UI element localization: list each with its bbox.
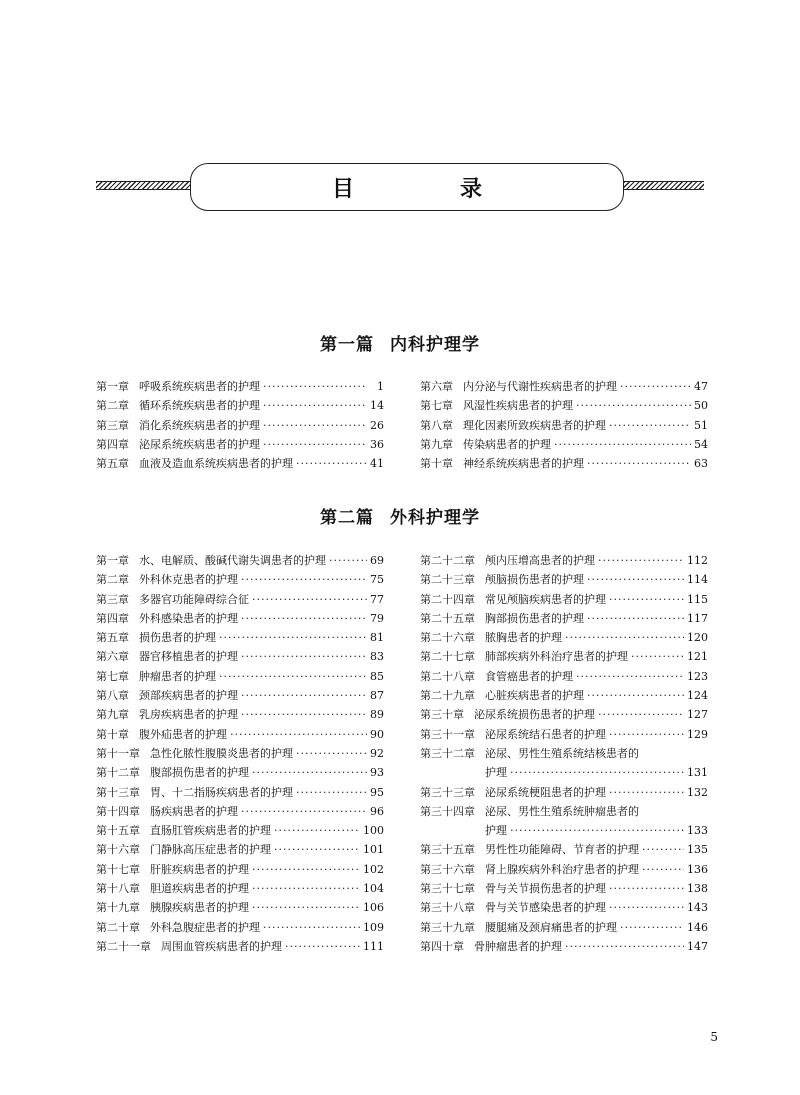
leader-dots (609, 725, 684, 744)
chapter-title: 外科感染患者的护理 (139, 611, 238, 625)
leader-dots (609, 898, 684, 917)
chapter-number: 第七章 (420, 399, 453, 413)
chapter-title: 骨与关节损伤患者的护理 (485, 882, 606, 896)
leader-dots (609, 590, 684, 609)
toc-entry[interactable] (96, 783, 384, 802)
leader-dots (274, 840, 360, 859)
toc-entry[interactable] (96, 821, 384, 840)
part-1-right-column (420, 377, 708, 473)
chapter-number: 第三十二章 (420, 746, 475, 760)
toc-entry[interactable] (96, 860, 384, 879)
toc-entry[interactable] (420, 454, 708, 473)
leader-dots (263, 435, 367, 454)
toc-entry[interactable] (96, 725, 384, 744)
part-1-left-column (96, 377, 384, 473)
chapter-number: 第三十四章 (420, 804, 475, 818)
page-ref: 114 (687, 573, 708, 587)
page-ref: 47 (694, 380, 708, 393)
page-ref: 129 (687, 727, 708, 741)
part-1-heading (0, 330, 800, 355)
part-2-left-column (96, 551, 384, 956)
chapter-title-continuation: 护理 (485, 766, 507, 780)
page-ref: 101 (363, 843, 384, 857)
toc-entry[interactable] (420, 918, 708, 937)
page-ref: 135 (687, 843, 708, 857)
page-ref: 81 (370, 631, 384, 645)
chapter-title: 泌尿系统梗阻患者的护理 (485, 785, 606, 799)
leader-dots (252, 763, 367, 782)
chapter-title: 直肠肛管疾病患者的护理 (150, 824, 271, 838)
leader-dots (230, 725, 367, 744)
chapter-title: 外科急腹症患者的护理 (150, 920, 260, 934)
page-ref: 136 (687, 862, 708, 876)
part-2-name: 外科护理学 (390, 508, 480, 528)
page-ref: 96 (370, 804, 384, 818)
chapter-number: 第三章 (96, 592, 129, 606)
page-ref: 117 (687, 611, 708, 625)
page-ref: 112 (687, 554, 708, 567)
leader-dots (241, 686, 367, 705)
toc-entry[interactable] (420, 686, 708, 705)
chapter-title: 传染病患者的护理 (463, 437, 551, 451)
chapter-number: 第十章 (420, 457, 453, 471)
chapter-number: 第二十九章 (420, 689, 475, 703)
part-2-label: 第二篇 (320, 508, 374, 528)
toc-entry[interactable] (96, 763, 384, 782)
chapter-title: 食管癌患者的护理 (485, 669, 573, 683)
chapter-title: 骨肿瘤患者的护理 (474, 939, 562, 953)
toc-entry[interactable] (420, 725, 708, 744)
chapter-title: 肿瘤患者的护理 (139, 669, 216, 683)
page-ref: 106 (363, 901, 384, 915)
chapter-number: 第四章 (96, 611, 129, 625)
toc-entry[interactable] (96, 416, 384, 435)
chapter-title: 周围血管疾病患者的护理 (161, 939, 282, 953)
leader-dots (241, 570, 367, 589)
chapter-number: 第二十二章 (420, 554, 475, 567)
toc-entry[interactable] (420, 937, 708, 956)
page-ref: 83 (370, 650, 384, 664)
chapter-number: 第十七章 (96, 862, 140, 876)
toc-entry[interactable] (420, 609, 708, 628)
leader-dots (587, 570, 684, 589)
chapter-number: 第六章 (420, 380, 453, 393)
toc-entry[interactable] (420, 744, 708, 763)
leader-dots (252, 860, 360, 879)
chapter-number: 第十五章 (96, 824, 140, 838)
leader-dots (510, 763, 684, 782)
toc-entry[interactable] (96, 396, 384, 415)
chapter-title: 神经系统疾病患者的护理 (463, 457, 584, 471)
toc-entry[interactable] (96, 898, 384, 917)
page-ref: 14 (370, 399, 384, 413)
chapter-title: 水、电解质、酸碱代谢失调患者的护理 (139, 554, 326, 567)
page-ref: 143 (687, 901, 708, 915)
toc-entry[interactable] (420, 647, 708, 666)
toc-entry[interactable] (420, 590, 708, 609)
leader-dots (263, 918, 360, 937)
page-ref: 124 (687, 689, 708, 703)
page-number: 5 (710, 1030, 718, 1044)
page-ref: 50 (694, 399, 708, 413)
page-ref: 138 (687, 882, 708, 896)
page-ref: 90 (370, 727, 384, 741)
page-ref: 121 (687, 650, 708, 664)
page-title: 目 录 (331, 176, 524, 202)
chapter-number: 第七章 (96, 669, 129, 683)
chapter-title: 肠疾病患者的护理 (150, 804, 238, 818)
page-ref: 93 (370, 766, 384, 780)
chapter-title: 损伤患者的护理 (139, 631, 216, 645)
toc-entry[interactable] (96, 918, 384, 937)
toc-entry[interactable] (420, 898, 708, 917)
chapter-title: 胸部损伤患者的护理 (485, 611, 584, 625)
leader-dots (219, 667, 367, 686)
page-ref: 36 (370, 437, 384, 451)
toc-entry[interactable] (96, 744, 384, 763)
chapter-title: 外科休克患者的护理 (139, 573, 238, 587)
toc-entry[interactable] (96, 551, 384, 570)
chapter-title: 肝脏疾病患者的护理 (150, 862, 249, 876)
toc-entry[interactable] (96, 570, 384, 589)
chapter-title-continuation: 护理 (485, 824, 507, 838)
leader-dots (631, 647, 684, 666)
leader-dots (587, 454, 691, 473)
page-ref: 26 (370, 418, 384, 432)
title-box (190, 163, 624, 211)
leader-dots (274, 821, 360, 840)
page-ref: 63 (694, 457, 708, 471)
leader-dots (241, 647, 367, 666)
chapter-title: 血液及造血系统疾病患者的护理 (139, 457, 293, 471)
page-ref: 79 (370, 611, 384, 625)
leader-dots (609, 783, 684, 802)
toc-entry[interactable] (420, 416, 708, 435)
chapter-title: 风湿性疾病患者的护理 (463, 399, 573, 413)
chapter-number: 第四章 (96, 437, 129, 451)
banner-hatch-left (96, 181, 190, 190)
page-ref: 85 (370, 669, 384, 683)
toc-entry[interactable] (420, 667, 708, 686)
chapter-number: 第十六章 (96, 843, 140, 857)
toc-entry[interactable] (420, 802, 708, 821)
chapter-number: 第十四章 (96, 804, 140, 818)
part-1-label: 第一篇 (320, 335, 374, 355)
chapter-title: 泌尿系统疾病患者的护理 (139, 437, 260, 451)
chapter-title: 器官移植患者的护理 (139, 650, 238, 664)
chapter-number: 第五章 (96, 631, 129, 645)
chapter-number: 第十章 (96, 727, 129, 741)
toc-entry[interactable] (96, 647, 384, 666)
leader-dots (554, 435, 691, 454)
toc-entry[interactable] (96, 840, 384, 859)
toc-entry[interactable] (96, 705, 384, 724)
chapter-number: 第三十八章 (420, 901, 475, 915)
chapter-title: 泌尿、男性生殖系统结核患者的 (485, 746, 639, 760)
chapter-number: 第六章 (96, 650, 129, 664)
chapter-number: 第一章 (96, 380, 129, 393)
leader-dots (252, 898, 360, 917)
toc-entry[interactable] (96, 377, 384, 396)
chapter-number: 第九章 (96, 708, 129, 722)
part-1-name: 内科护理学 (390, 335, 480, 355)
chapter-number: 第二十八章 (420, 669, 475, 683)
chapter-number: 第五章 (96, 457, 129, 471)
leader-dots (296, 454, 367, 473)
page-ref: 132 (687, 785, 708, 799)
page-ref: 100 (363, 824, 384, 838)
chapter-title: 常见颅脑疾病患者的护理 (485, 592, 606, 606)
part-2-heading (0, 503, 800, 528)
leader-dots (576, 667, 684, 686)
leader-dots (241, 802, 367, 821)
chapter-title: 门静脉高压症患者的护理 (150, 843, 271, 857)
page-ref: 133 (687, 824, 708, 838)
chapter-title: 呼吸系统疾病患者的护理 (139, 380, 260, 393)
page-ref: 147 (687, 939, 708, 953)
page-ref: 111 (363, 939, 384, 953)
toc-entry[interactable] (420, 879, 708, 898)
page-ref: 109 (363, 920, 384, 934)
leader-dots (241, 609, 367, 628)
toc-entry[interactable] (96, 937, 384, 956)
page-ref: 127 (687, 708, 708, 722)
chapter-title: 心脏疾病患者的护理 (485, 689, 584, 703)
toc-entry[interactable] (96, 686, 384, 705)
chapter-number: 第二十六章 (420, 631, 475, 645)
leader-dots (587, 609, 684, 628)
toc-entry[interactable] (420, 396, 708, 415)
chapter-title: 腹外疝患者的护理 (139, 727, 227, 741)
chapter-number: 第九章 (420, 437, 453, 451)
leader-dots (252, 879, 360, 898)
page-ref: 102 (363, 862, 384, 876)
toc-entry[interactable] (96, 454, 384, 473)
page-ref: 69 (370, 554, 384, 567)
leader-dots (296, 744, 367, 763)
page-ref: 131 (687, 766, 708, 780)
leader-dots (598, 705, 684, 724)
chapter-number: 第十九章 (96, 901, 140, 915)
leader-dots (620, 918, 684, 937)
leader-dots (329, 551, 367, 570)
page-ref: 41 (370, 457, 384, 471)
chapter-number: 第三十六章 (420, 862, 475, 876)
chapter-number: 第二十一章 (96, 939, 151, 953)
toc-entry[interactable] (96, 802, 384, 821)
toc-entry-continuation[interactable] (420, 821, 708, 840)
page-ref: 123 (687, 669, 708, 683)
chapter-title: 消化系统疾病患者的护理 (139, 418, 260, 432)
toc-entry[interactable] (96, 609, 384, 628)
chapter-number: 第二十章 (96, 920, 140, 934)
chapter-title: 泌尿系统损伤患者的护理 (474, 708, 595, 722)
leader-dots (263, 396, 367, 415)
chapter-number: 第十二章 (96, 766, 140, 780)
leader-dots (609, 879, 684, 898)
leader-dots (609, 416, 691, 435)
page-ref: 75 (370, 573, 384, 587)
leader-dots (510, 821, 684, 840)
toc-entry[interactable] (96, 667, 384, 686)
chapter-number: 第二十四章 (420, 592, 475, 606)
toc-entry[interactable] (420, 705, 708, 724)
chapter-number: 第二章 (96, 573, 129, 587)
chapter-title: 骨与关节感染患者的护理 (485, 901, 606, 915)
chapter-title: 男性性功能障碍、节育者的护理 (485, 843, 639, 857)
chapter-number: 第三十五章 (420, 843, 475, 857)
page-ref: 54 (694, 437, 708, 451)
chapter-title: 胰腺疾病患者的护理 (150, 901, 249, 915)
leader-dots (642, 840, 684, 859)
toc-entry[interactable] (96, 879, 384, 898)
page-ref: 89 (370, 708, 384, 722)
chapter-number: 第十一章 (96, 746, 140, 760)
chapter-number: 第二十三章 (420, 573, 475, 587)
title-banner (96, 163, 704, 213)
chapter-title: 胃、十二指肠疾病患者的护理 (150, 785, 293, 799)
leader-dots (263, 416, 367, 435)
chapter-title: 理化因素所致疾病患者的护理 (463, 418, 606, 432)
chapter-number: 第三十章 (420, 708, 464, 722)
chapter-number: 第三十九章 (420, 920, 475, 934)
chapter-number: 第三十七章 (420, 882, 475, 896)
toc-entry[interactable] (96, 590, 384, 609)
chapter-number: 第二章 (96, 399, 129, 413)
chapter-title: 肾上腺疾病外科治疗患者的护理 (485, 862, 639, 876)
chapter-title: 肺部疾病外科治疗患者的护理 (485, 650, 628, 664)
leader-dots (642, 860, 684, 879)
leader-dots (263, 377, 367, 396)
chapter-title: 泌尿、男性生殖系统肿瘤患者的 (485, 804, 639, 818)
chapter-title: 内分泌与代谢性疾病患者的护理 (463, 380, 617, 393)
chapter-title: 脓胸患者的护理 (485, 631, 562, 645)
leader-dots (219, 628, 367, 647)
chapter-number: 第二十五章 (420, 611, 475, 625)
chapter-title: 腰腿痛及颈肩痛患者的护理 (485, 920, 617, 934)
page-ref: 1 (377, 380, 384, 393)
chapter-title: 急性化脓性腹膜炎患者的护理 (150, 746, 293, 760)
toc-entry[interactable] (96, 628, 384, 647)
page-ref: 104 (363, 882, 384, 896)
chapter-number: 第一章 (96, 554, 129, 567)
chapter-title: 腹部损伤患者的护理 (150, 766, 249, 780)
leader-dots (576, 396, 691, 415)
chapter-title: 多器官功能障碍综合征 (139, 592, 249, 606)
page-ref: 115 (687, 592, 708, 606)
chapter-number: 第十三章 (96, 785, 140, 799)
chapter-number: 第十八章 (96, 882, 140, 896)
page-ref: 87 (370, 689, 384, 703)
chapter-number: 第三十一章 (420, 727, 475, 741)
toc-entry[interactable] (420, 377, 708, 396)
chapter-title: 颈部疾病患者的护理 (139, 689, 238, 703)
toc-entry-continuation[interactable] (420, 763, 708, 782)
banner-hatch-right (614, 181, 704, 190)
chapter-number: 第二十七章 (420, 650, 475, 664)
leader-dots (296, 783, 367, 802)
leader-dots (620, 377, 691, 396)
leader-dots (565, 937, 684, 956)
toc-entry[interactable] (96, 435, 384, 454)
toc-entry[interactable] (420, 860, 708, 879)
toc-entry[interactable] (420, 570, 708, 589)
leader-dots (252, 590, 367, 609)
chapter-number: 第三十三章 (420, 785, 475, 799)
page-ref: 95 (370, 785, 384, 799)
chapter-number: 第八章 (96, 689, 129, 703)
toc-entry[interactable] (420, 551, 708, 570)
chapter-title: 泌尿系统结石患者的护理 (485, 727, 606, 741)
leader-dots (587, 686, 684, 705)
chapter-title: 颅内压增高患者的护理 (485, 554, 595, 567)
chapter-title: 循环系统疾病患者的护理 (139, 399, 260, 413)
part-2-right-column (420, 551, 708, 956)
leader-dots (598, 551, 684, 570)
leader-dots (565, 628, 684, 647)
chapter-title: 颅脑损伤患者的护理 (485, 573, 584, 587)
toc-entry[interactable] (420, 840, 708, 859)
toc-entry[interactable] (420, 628, 708, 647)
chapter-number: 第八章 (420, 418, 453, 432)
page-ref: 120 (687, 631, 708, 645)
toc-entry[interactable] (420, 783, 708, 802)
chapter-number: 第三章 (96, 418, 129, 432)
leader-dots (241, 705, 367, 724)
toc-entry[interactable] (420, 435, 708, 454)
page-ref: 92 (370, 746, 384, 760)
chapter-number: 第四十章 (420, 939, 464, 953)
page-ref: 77 (370, 592, 384, 606)
page-ref: 146 (687, 920, 708, 934)
page-ref: 51 (694, 418, 708, 432)
chapter-title: 胆道疾病患者的护理 (150, 882, 249, 896)
leader-dots (285, 937, 360, 956)
chapter-title: 乳房疾病患者的护理 (139, 708, 238, 722)
